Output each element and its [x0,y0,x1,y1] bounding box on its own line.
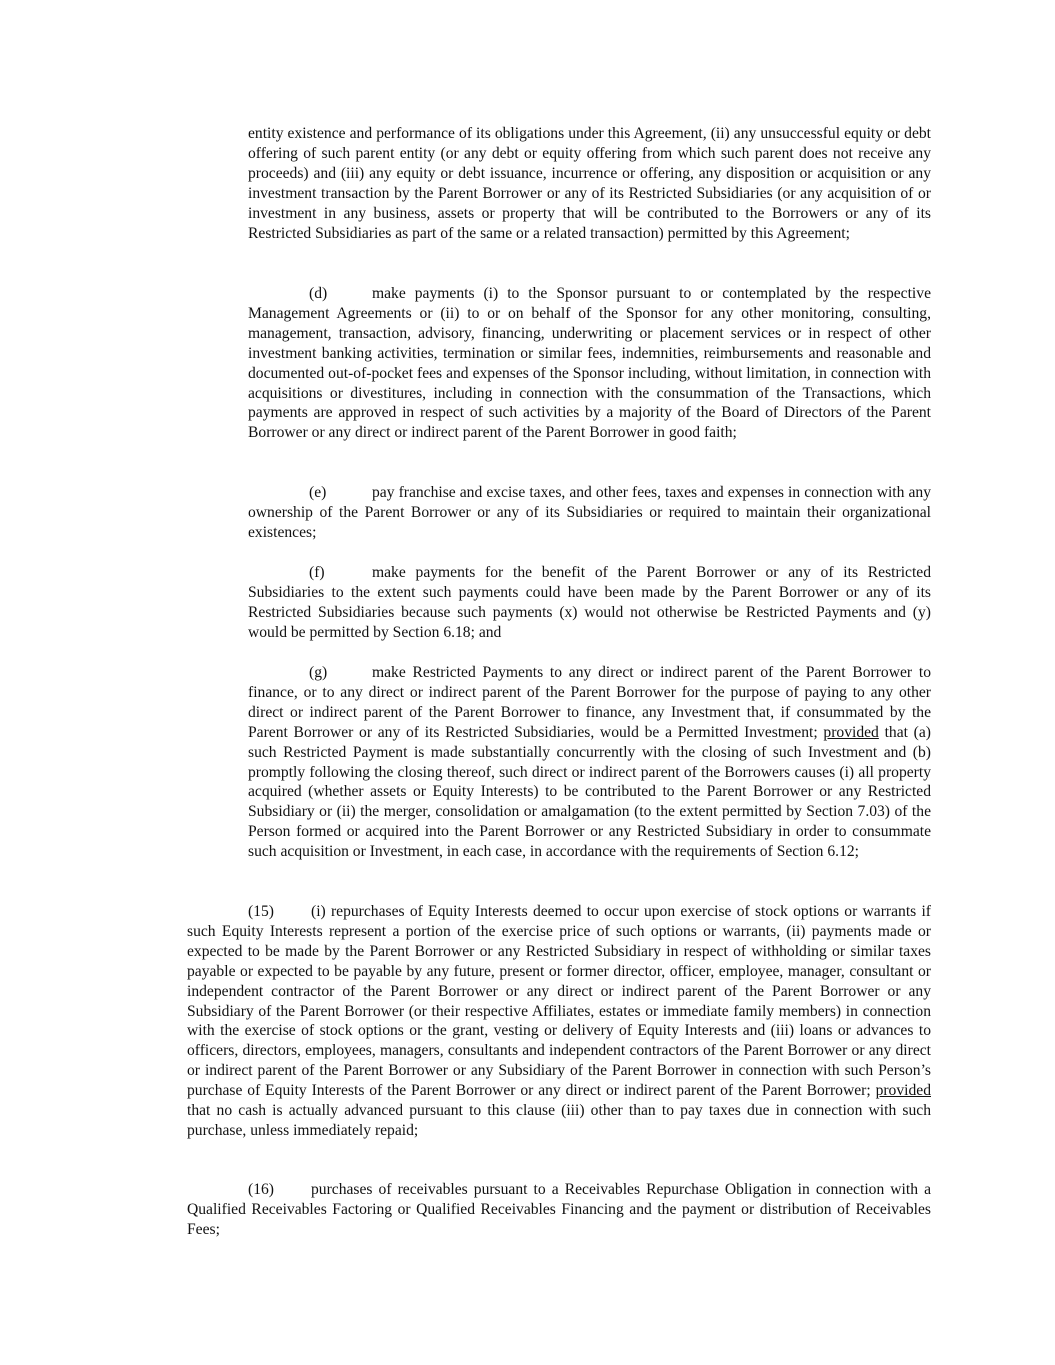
clause-e [248,483,931,543]
clause-text: make payments for the benefit of the Parent Borrower or any of its Restricted Subsidiaries to the extent such payments could have been made by the Parent Borrower or any of its Restricted Subsidiaries because such payments (x) would not otherwise be Restricted Payments and (y) would be permitted by Section 6.18; and [248,564,931,641]
clause-16 [187,1180,931,1240]
clause-label: (d) [309,285,328,302]
clause-text-after: that (a) such Restricted Payment is made substantially concurrently with the closing of such Investment and (b) promptly following the closing thereof, such direct or indirect parent of the Borrowers causes (i) all property acquired (whether assets or Equity Interests) to be contributed to the Parent Borrower or any Restricted Subsidiary or (ii) the merger, consolidation or amalgamation (to the extent permitted by Section 7.03) of the Person formed or acquired into the Parent Borrower or any Restricted Subsidiary in order to consummate such acquisition or Investment, in each case, in accordance with the requirements of Section 6.12; [248,723,931,861]
clause-text: pay franchise and excise taxes, and other fees, taxes and expenses in connection with any ownership of the Parent Borrower or any of its Subsidiaries or required to maintain their organizational existences; [248,484,931,541]
clause-text: purchases of receivables pursuant to a Receivables Repurchase Obligation in connection with a Qualified Receivables Factoring or Qualified Receivables Financing and the payment or distribution of Receivables Fees; [187,1181,931,1238]
clause-label: (15) [248,903,274,920]
clause-text-after: that no cash is actually advanced pursuant to this clause (iii) other than to pay taxes due in connection with such purchase, unless immediately repaid; [187,1102,931,1139]
clause-text-before: (i) repurchases of Equity Interests deemed to occur upon exercise of stock options or warrants if such Equity Interests represent a portion of the exercise price of such options or warrants, (ii) payments made or expected to be made by the Parent Borrower or any Restricted Subsidiary in respect of withholding or similar taxes payable or expected to be payable by any future, present or former director, officer, employee, manager, consultant or independent contractor of the Parent Borrower or any direct or indirect parent of the Parent Borrower or any Subsidiary of the Parent Borrower (or their respective Affiliates, estates or immediate family members) in connection with the exercise of stock options or the grant, vesting or delivery of Equity Interests and (iii) loans or advances to officers, directors, employees, managers, consultants and independent contractors of the Parent Borrower or any direct or indirect parent of the Parent Borrower or any Subsidiary of the Parent Borrower in connection with such Person’s purchase of Equity Interests of the Parent Borrower or any direct or indirect parent of the Parent Borrower; [187,903,931,1100]
clause-f [248,563,931,643]
clause-d [248,284,931,443]
clause-text: make payments (i) to the Sponsor pursuant to or contemplated by the respective Management Agreements or (ii) to or on behalf of the Sponsor for any other monitoring, consulting, management, transaction, advisory, financing, underwriting or placement services or in respect of other investment banking activities, termination or similar fees, indemnities, reimbursements and reasonable and documented out-of-pocket fees and expenses of the Sponsor including, without limitation, in connection with acquisitions or divestitures, including in connection with the consummation of the Transactions, which payments are approved in respect of such activities by a majority of the Board of Directors of the Parent Borrower or any direct or indirect parent of the Parent Borrower in good faith; [248,285,931,442]
provided-term: provided [875,1082,931,1100]
provided-term: provided [823,723,879,741]
clause-text-before: make Restricted Payments to any direct or indirect parent of the Parent Borrower to finance, or to any direct or indirect parent of the Parent Borrower for the purpose of paying to any other direct or indirect parent of the Parent Borrower to finance, any Investment that, if consummated by the Parent Borrower or any of its Restricted Subsidiaries, would be a Permitted Investment; [248,664,931,741]
clause-label: (e) [309,484,327,501]
clause-label: (f) [309,564,325,581]
clause-label: (16) [248,1181,274,1198]
clause-g [248,663,931,862]
paragraph-text: entity existence and performance of its obligations under this Agreement, (ii) any unsuccessful equity or debt offering of such parent entity (or any debt or equity offering from which such parent does not receive any proceeds) and (iii) any equity or debt issuance, incurrence or offering, any disposition or acquisition or any investment transaction by the Parent Borrower or any of its Restricted Subsidiaries (or any acquisition of or investment in any business, assets or property that will be contributed to the Borrowers or any of its Restricted Subsidiaries as part of the same or a related transaction) permitted by this Agreement; [248,125,931,242]
clause-15 [187,902,931,1141]
clause-label: (g) [309,664,328,681]
paragraph-continuation [248,124,931,243]
